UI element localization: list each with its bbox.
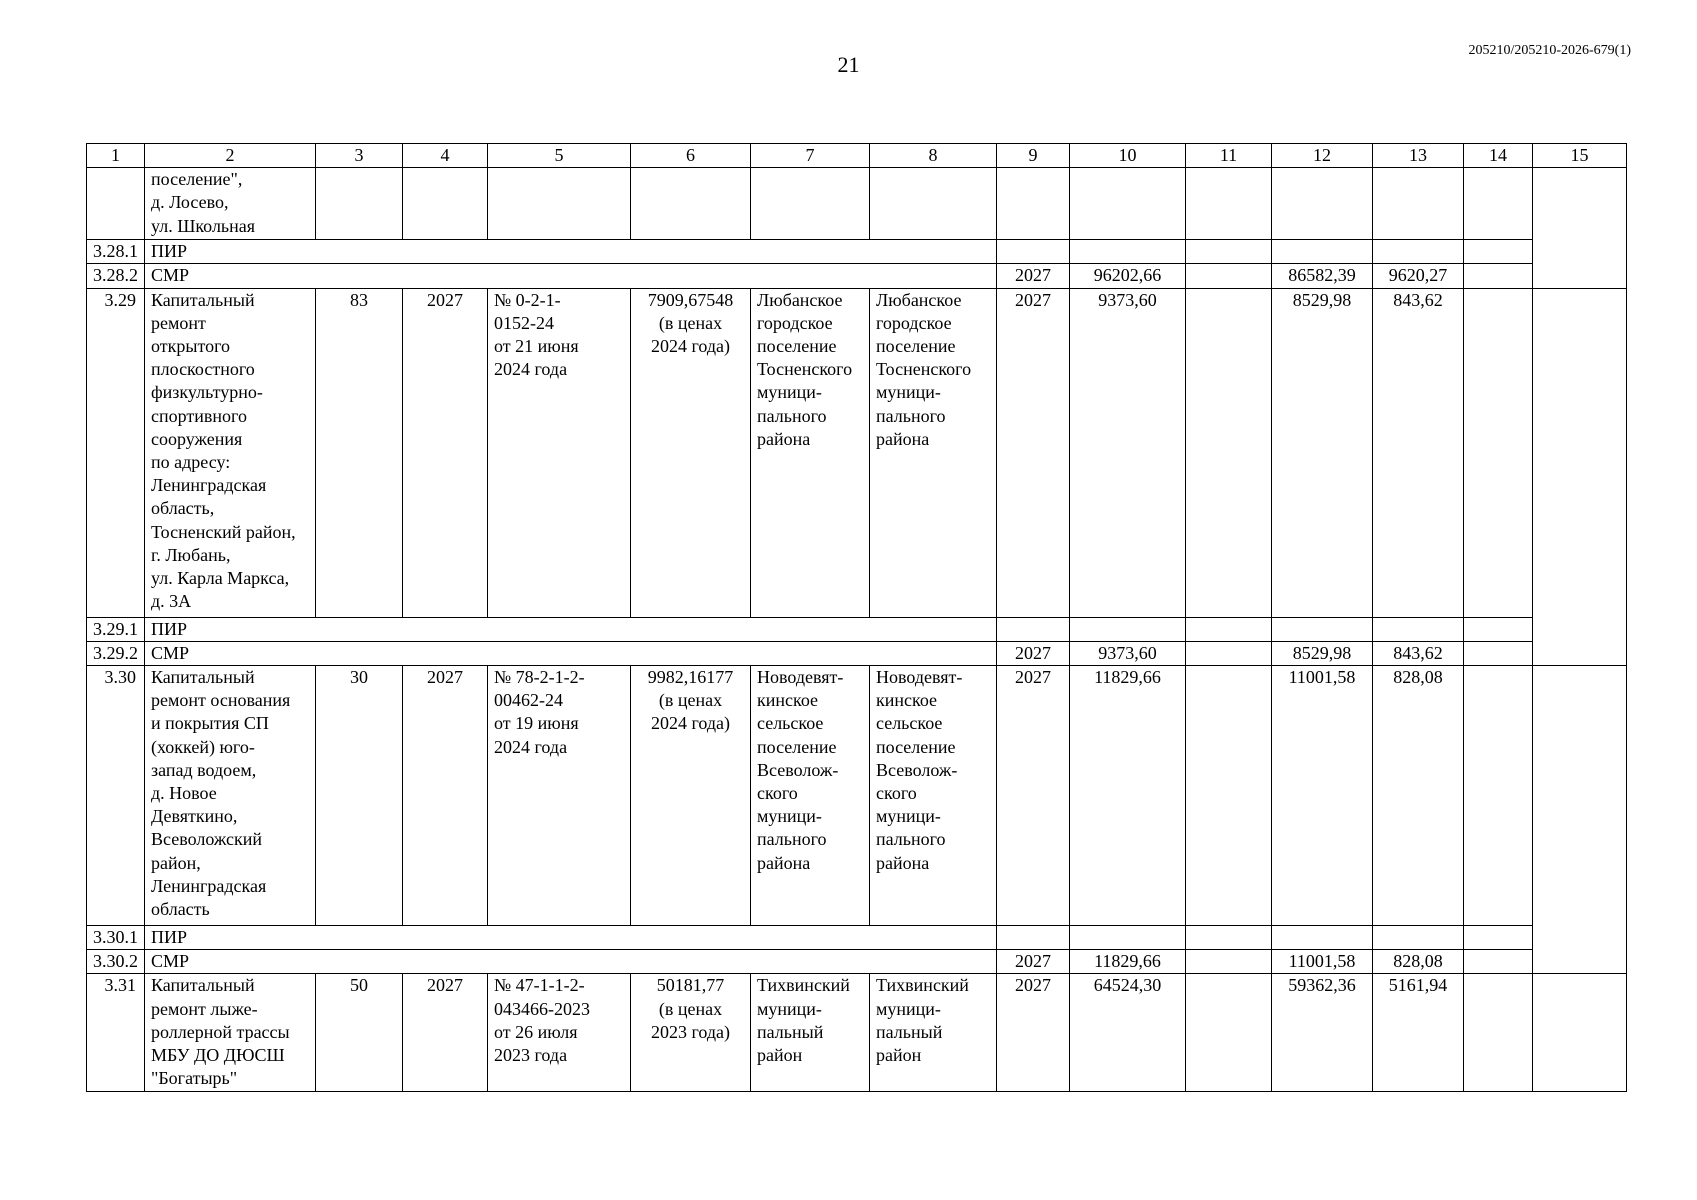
row-code: 3.30.2 — [87, 950, 145, 974]
header-cell: 7 — [751, 144, 870, 168]
row-code: 3.28.2 — [87, 264, 145, 288]
header-cell: 12 — [1272, 144, 1373, 168]
header-cell: 1 — [87, 144, 145, 168]
row-code — [87, 168, 145, 240]
customer-cell: Новодевят- кинское сельское поселение Всеволож- ского муници- пального района — [870, 666, 997, 926]
year-cell: 2027 — [997, 950, 1070, 974]
col15-cell — [1533, 168, 1627, 288]
stage-label: СМР — [145, 264, 997, 288]
col3-cell: 50 — [316, 974, 403, 1092]
total-cell: 9373,60 — [1070, 641, 1186, 665]
doc-ref-cell: № 0-2-1- 0152-24 от 21 июня 2024 года — [488, 288, 631, 617]
object-name: Капитальный ремонт лыже- роллерной трассы МБУ ДО ДЮСШ "Богатырь" — [145, 974, 316, 1092]
table-row — [87, 926, 1627, 950]
object-name: Капитальный ремонт открытого плоскостного физкультурно- спортивного сооружения по адресу: Ленинградская область, Тосненский район, г. Любань, ул. Карла Маркса, д. 3А — [145, 288, 316, 617]
data-table — [86, 143, 1627, 1092]
header-cell: 9 — [997, 144, 1070, 168]
table-row — [87, 288, 1627, 617]
stage-label: СМР — [145, 950, 997, 974]
header-cell: 14 — [1464, 144, 1533, 168]
object-name: поселение", д. Лосево, ул. Школьная — [145, 168, 316, 240]
year-cell: 2027 — [997, 666, 1070, 926]
col12-cell: 86582,39 — [1272, 264, 1373, 288]
row-code: 3.29.1 — [87, 617, 145, 641]
municipality-cell: Тихвинский муници- пальный район — [751, 974, 870, 1092]
municipality-cell: Новодевят- кинское сельское поселение Всеволож- ского муници- пального района — [751, 666, 870, 926]
row-code: 3.30.1 — [87, 926, 145, 950]
header-cell: 15 — [1533, 144, 1627, 168]
col12-cell: 11001,58 — [1272, 666, 1373, 926]
year-cell: 2027 — [997, 974, 1070, 1092]
col13-cell: 9620,27 — [1373, 264, 1464, 288]
table-row — [87, 168, 1627, 240]
header-cell: 8 — [870, 144, 997, 168]
table-row — [87, 974, 1627, 1092]
row-code: 3.28.1 — [87, 240, 145, 264]
doc-ref-cell: № 78-2-1-2- 00462-24 от 19 июня 2024 года — [488, 666, 631, 926]
col15-cell — [1533, 288, 1627, 665]
cost-cell: 7909,67548 (в ценах 2024 года) — [631, 288, 751, 617]
year-cell: 2027 — [997, 641, 1070, 665]
stage-label: ПИР — [145, 617, 997, 641]
col13-cell: 843,62 — [1373, 641, 1464, 665]
col4-cell: 2027 — [403, 974, 488, 1092]
header-cell: 5 — [488, 144, 631, 168]
doc-ref-cell: № 47-1-1-2- 043466-2023 от 26 июля 2023 года — [488, 974, 631, 1092]
total-cell: 11829,66 — [1070, 666, 1186, 926]
header-cell: 3 — [316, 144, 403, 168]
col13-cell: 828,08 — [1373, 666, 1464, 926]
year-cell: 2027 — [997, 288, 1070, 617]
col13-cell: 828,08 — [1373, 950, 1464, 974]
header-cell: 6 — [631, 144, 751, 168]
table-row — [87, 950, 1627, 974]
stage-label: СМР — [145, 641, 997, 665]
row-code: 3.30 — [87, 666, 145, 926]
col12-cell: 11001,58 — [1272, 950, 1373, 974]
total-cell: 64524,30 — [1070, 974, 1186, 1092]
year-cell: 2027 — [997, 264, 1070, 288]
row-code: 3.29 — [87, 288, 145, 617]
document-id: 205210/205210-2026-679(1) — [1468, 43, 1631, 58]
col3-cell: 30 — [316, 666, 403, 926]
page-number: 21 — [837, 52, 860, 77]
object-name: Капитальный ремонт основания и покрытия СП (хоккей) юго- запад водоем, д. Новое Девяткино, Всеволожский район, Ленинградская область — [145, 666, 316, 926]
stage-label: ПИР — [145, 240, 997, 264]
col13-cell: 843,62 — [1373, 288, 1464, 617]
total-cell: 9373,60 — [1070, 288, 1186, 617]
header-cell: 2 — [145, 144, 316, 168]
col15-cell — [1533, 974, 1627, 1092]
stage-label: ПИР — [145, 926, 997, 950]
header-cell: 10 — [1070, 144, 1186, 168]
table-row — [87, 240, 1627, 264]
row-code: 3.31 — [87, 974, 145, 1092]
total-cell: 96202,66 — [1070, 264, 1186, 288]
row-code: 3.29.2 — [87, 641, 145, 665]
col4-cell: 2027 — [403, 288, 488, 617]
header-row — [87, 144, 1627, 168]
cost-cell: 50181,77 (в ценах 2023 года) — [631, 974, 751, 1092]
header-cell: 11 — [1186, 144, 1272, 168]
customer-cell: Тихвинский муници- пальный район — [870, 974, 997, 1092]
col12-cell: 59362,36 — [1272, 974, 1373, 1092]
col4-cell: 2027 — [403, 666, 488, 926]
customer-cell: Любанское городское поселение Тосненского муници- пального района — [870, 288, 997, 617]
col12-cell: 8529,98 — [1272, 641, 1373, 665]
cost-cell: 9982,16177 (в ценах 2024 года) — [631, 666, 751, 926]
header-cell: 4 — [403, 144, 488, 168]
table-row — [87, 264, 1627, 288]
table-row — [87, 617, 1627, 641]
col12-cell: 8529,98 — [1272, 288, 1373, 617]
header-cell: 13 — [1373, 144, 1464, 168]
municipality-cell: Любанское городское поселение Тосненского муници- пального района — [751, 288, 870, 617]
table-row — [87, 641, 1627, 665]
col15-cell — [1533, 666, 1627, 974]
col13-cell: 5161,94 — [1373, 974, 1464, 1092]
total-cell: 11829,66 — [1070, 950, 1186, 974]
col3-cell: 83 — [316, 288, 403, 617]
table-row — [87, 666, 1627, 926]
